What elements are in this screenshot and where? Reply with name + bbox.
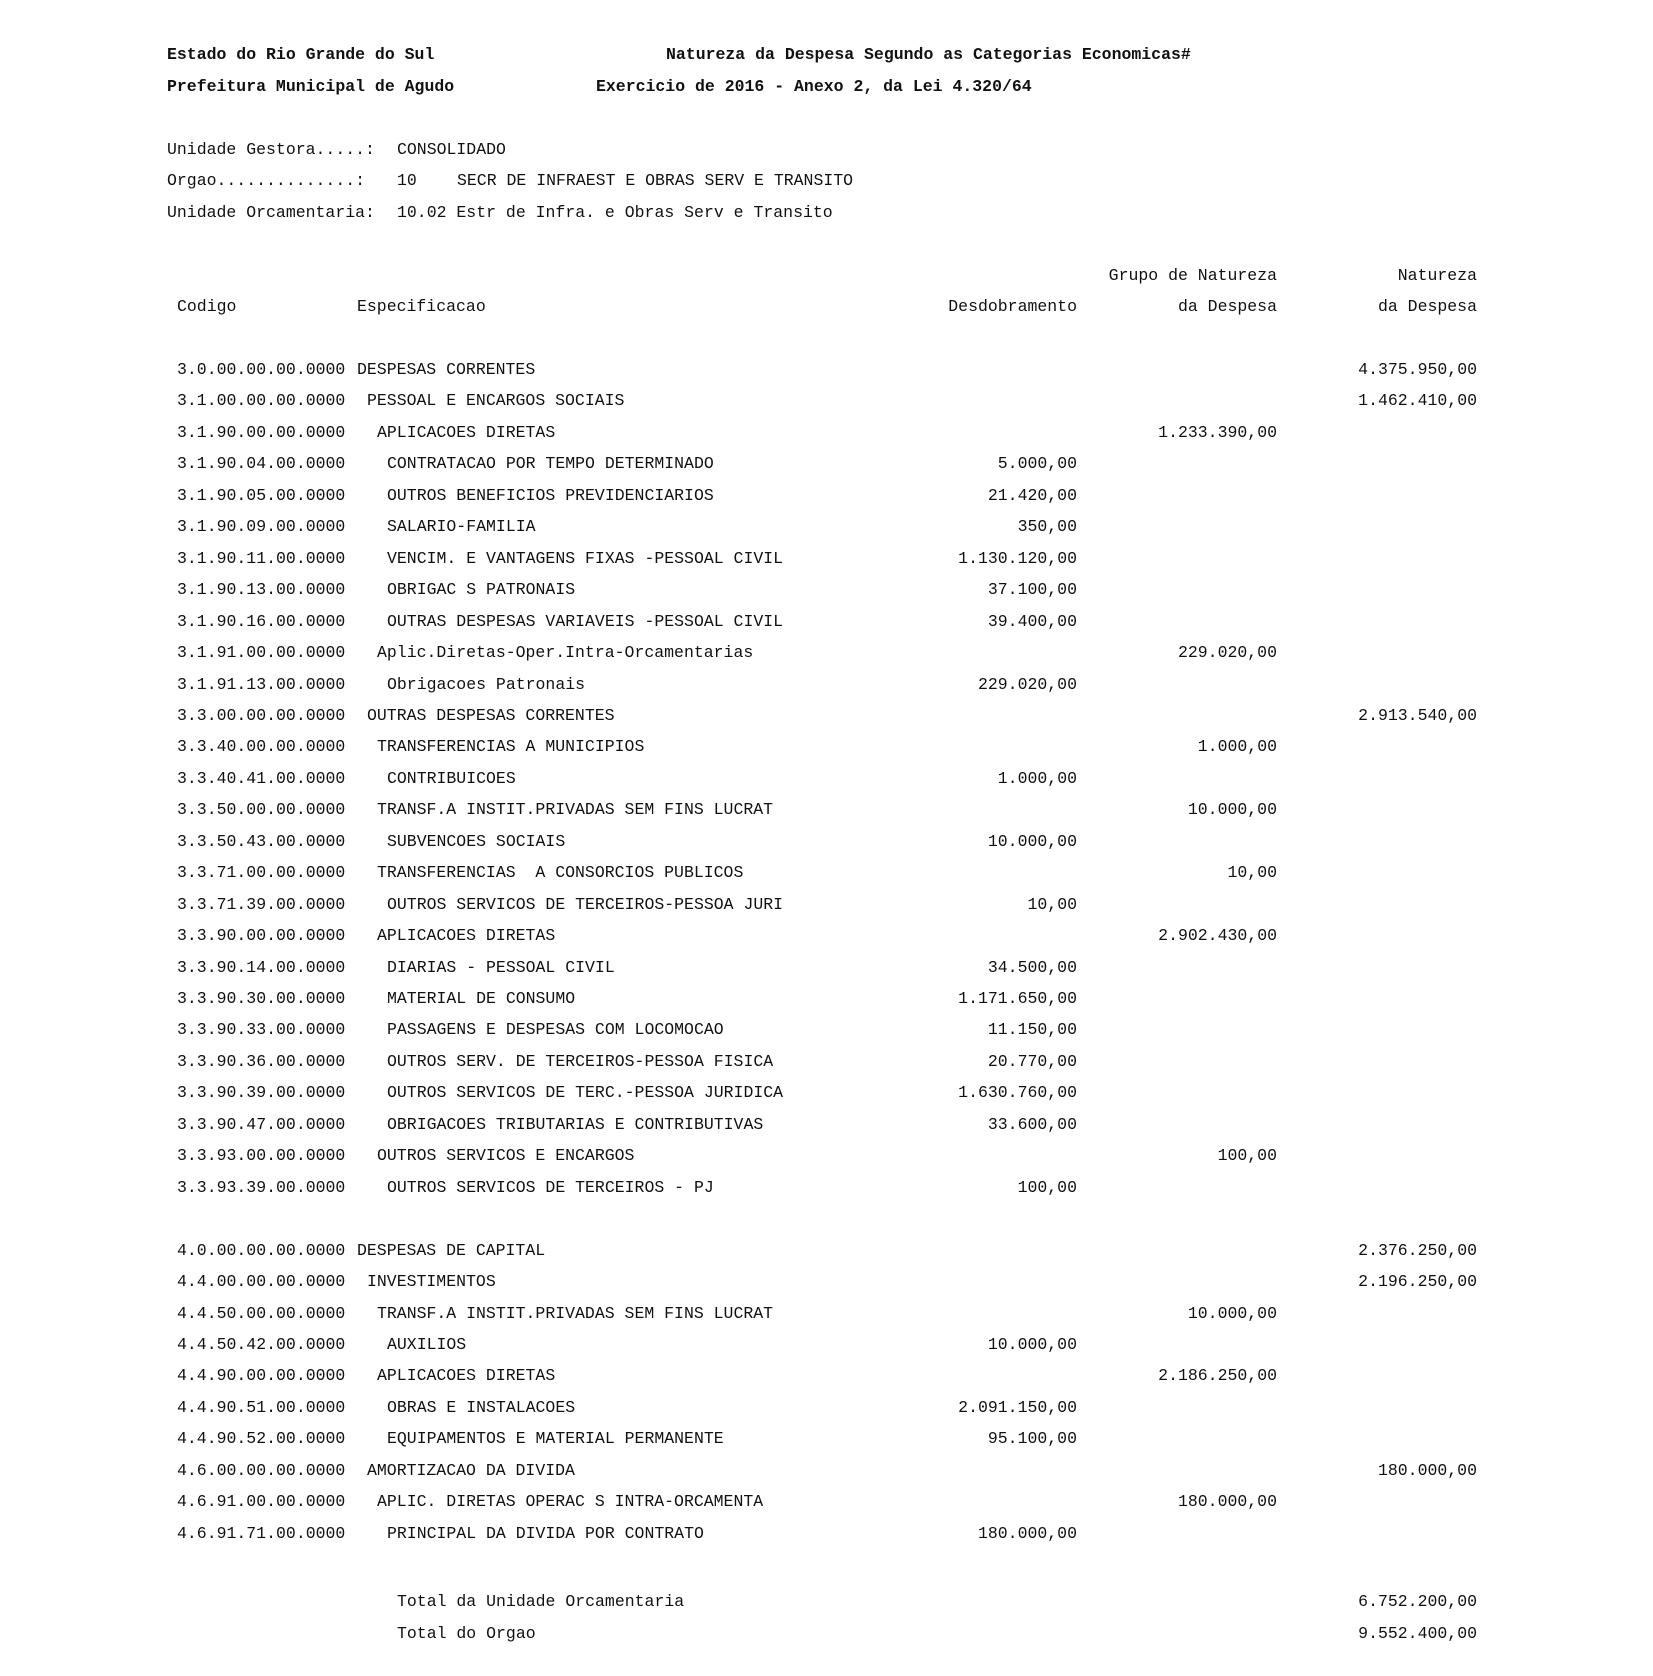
orgao-name: SECR DE INFRAEST E OBRAS SERV E TRANSITO [457, 171, 854, 190]
row-especificacao: APLICACOES DIRETAS [377, 1366, 556, 1386]
row-code: 3.3.00.00.00.0000 [177, 705, 346, 725]
table-row [0, 391, 1653, 411]
col-natureza-line1: Natureza [1397, 266, 1477, 285]
row-code: 4.4.00.00.00.0000 [177, 1272, 346, 1292]
row-desdobramento: 350,00 [1017, 517, 1077, 537]
row-code: 3.3.40.41.00.0000 [177, 768, 346, 788]
row-especificacao: EQUIPAMENTOS E MATERIAL PERMANENTE [387, 1429, 724, 1449]
row-code: 4.6.91.71.00.0000 [177, 1523, 346, 1543]
row-especificacao: OUTROS BENEFICIOS PREVIDENCIARIOS [387, 485, 714, 505]
row-code: 4.6.91.00.00.0000 [177, 1492, 346, 1512]
row-code: 3.3.90.30.00.0000 [177, 989, 346, 1008]
row-code: 3.1.00.00.00.0000 [177, 391, 346, 411]
row-natureza: 2.196.250,00 [1358, 1272, 1477, 1292]
table-row [0, 1398, 1653, 1418]
table-row [0, 1304, 1653, 1324]
row-especificacao: INVESTIMENTOS [367, 1272, 496, 1292]
row-especificacao: SALARIO-FAMILIA [387, 517, 536, 537]
report-subtitle: Exercicio de 2016 - Anexo 2, da Lei 4.320/64 [596, 77, 1032, 96]
state-name: Estado do Rio Grande do Sul [167, 45, 435, 64]
row-especificacao: OBRIGAC S PATRONAIS [387, 580, 576, 600]
row-code: 3.3.90.33.00.0000 [177, 1020, 346, 1040]
row-desdobramento: 180.000,00 [977, 1523, 1077, 1543]
table-row [0, 958, 1653, 978]
table-row [0, 1178, 1653, 1198]
row-desdobramento: 34.500,00 [987, 957, 1077, 977]
table-row [0, 549, 1653, 569]
orgao-code: 10 [397, 171, 417, 190]
table-row [0, 1429, 1653, 1449]
row-especificacao: OUTRAS DESPESAS VARIAVEIS -PESSOAL CIVIL [387, 611, 784, 631]
row-grupo: 1.000,00 [1197, 737, 1277, 757]
row-especificacao: Aplic.Diretas-Oper.Intra-Orcamentarias [377, 643, 754, 663]
row-code: 4.4.90.51.00.0000 [177, 1397, 346, 1417]
row-code: 3.3.71.39.00.0000 [177, 894, 346, 914]
row-desdobramento: 2.091.150,00 [958, 1397, 1077, 1417]
row-code: 3.1.90.16.00.0000 [177, 611, 346, 631]
col-grupo-line2: da Despesa [1177, 297, 1277, 316]
row-especificacao: OBRAS E INSTALACOES [387, 1397, 576, 1417]
table-row [0, 1146, 1653, 1166]
table-row [0, 423, 1653, 443]
col-especificacao: Especificacao [357, 297, 486, 316]
row-natureza: 2.376.250,00 [1358, 1240, 1477, 1260]
row-grupo: 100,00 [1217, 1146, 1277, 1166]
row-code: 3.1.90.13.00.0000 [177, 580, 346, 600]
row-desdobramento: 10.000,00 [987, 831, 1077, 851]
row-code: 3.1.90.11.00.0000 [177, 548, 346, 568]
col-desdobramento: Desdobramento [948, 297, 1077, 316]
row-especificacao: MATERIAL DE CONSUMO [387, 989, 576, 1008]
row-code: 3.1.90.05.00.0000 [177, 485, 346, 505]
table-row [0, 1366, 1653, 1386]
unidade-orcamentaria-label: Unidade Orcamentaria: [167, 203, 375, 222]
table-row [0, 800, 1653, 820]
row-code: 3.3.90.36.00.0000 [177, 1051, 346, 1071]
row-code: 4.4.90.00.00.0000 [177, 1366, 346, 1386]
row-natureza: 1.462.410,00 [1358, 391, 1477, 411]
row-especificacao: VENCIM. E VANTAGENS FIXAS -PESSOAL CIVIL [387, 548, 784, 568]
row-desdobramento: 95.100,00 [987, 1429, 1077, 1449]
orgao-label: Orgao..............: [167, 171, 366, 190]
row-grupo: 10,00 [1227, 863, 1277, 883]
row-desdobramento: 5.000,00 [997, 454, 1077, 474]
row-grupo: 2.186.250,00 [1158, 1366, 1277, 1386]
row-desdobramento: 100,00 [1017, 1177, 1077, 1197]
row-desdobramento: 1.000,00 [997, 768, 1077, 788]
row-especificacao: OUTROS SERVICOS DE TERC.-PESSOA JURIDICA [387, 1083, 784, 1103]
row-code: 3.3.93.00.00.0000 [177, 1146, 346, 1166]
table-row [0, 1524, 1653, 1544]
table-row [0, 706, 1653, 726]
table-row [0, 454, 1653, 474]
table-row [0, 1241, 1653, 1261]
table-row [0, 612, 1653, 632]
total-orgao-label: Total do Orgao [397, 1624, 536, 1643]
table-row [0, 1052, 1653, 1072]
table-row [0, 1335, 1653, 1355]
row-especificacao: TRANSFERENCIAS A CONSORCIOS PUBLICOS [377, 863, 744, 883]
table-row [0, 863, 1653, 883]
row-especificacao: TRANSF.A INSTIT.PRIVADAS SEM FINS LUCRAT [377, 800, 774, 820]
table-row [0, 1115, 1653, 1135]
row-natureza: 4.375.950,00 [1358, 360, 1477, 379]
table-row [0, 895, 1653, 915]
row-grupo: 180.000,00 [1177, 1492, 1277, 1512]
row-grupo: 2.902.430,00 [1158, 926, 1277, 946]
row-especificacao: Obrigacoes Patronais [387, 674, 586, 694]
row-especificacao: CONTRATACAO POR TEMPO DETERMINADO [387, 454, 714, 474]
row-code: 3.1.91.13.00.0000 [177, 674, 346, 694]
row-especificacao: PRINCIPAL DA DIVIDA POR CONTRATO [387, 1523, 704, 1543]
total-unidade-value: 6.752.200,00 [1358, 1592, 1477, 1611]
row-grupo: 10.000,00 [1187, 800, 1277, 820]
row-especificacao: OBRIGACOES TRIBUTARIAS E CONTRIBUTIVAS [387, 1114, 764, 1134]
row-desdobramento: 10.000,00 [987, 1334, 1077, 1354]
table-row [0, 1083, 1653, 1103]
row-code: 3.3.40.00.00.0000 [177, 737, 346, 757]
row-desdobramento: 39.400,00 [987, 611, 1077, 631]
row-code: 4.0.00.00.00.0000 [177, 1240, 346, 1260]
municipality-name: Prefeitura Municipal de Agudo [167, 77, 455, 96]
table-row [0, 1492, 1653, 1512]
row-especificacao: DESPESAS CORRENTES [357, 360, 536, 379]
row-desdobramento: 1.171.650,00 [958, 989, 1077, 1008]
total-unidade-label: Total da Unidade Orcamentaria [397, 1592, 685, 1611]
col-codigo: Codigo [177, 297, 237, 316]
row-code: 3.3.90.14.00.0000 [177, 957, 346, 977]
row-especificacao: SUBVENCOES SOCIAIS [387, 831, 566, 851]
col-natureza-line2: da Despesa [1377, 297, 1477, 316]
unidade-orcamentaria-value: 10.02 Estr de Infra. e Obras Serv e Transito [397, 203, 833, 222]
row-grupo: 229.020,00 [1177, 643, 1277, 663]
table-row [0, 769, 1653, 789]
row-natureza: 180.000,00 [1377, 1460, 1477, 1480]
row-code: 3.1.90.00.00.0000 [177, 422, 346, 442]
row-desdobramento: 20.770,00 [987, 1051, 1077, 1071]
unidade-gestora-value: CONSOLIDADO [397, 140, 506, 159]
row-especificacao: OUTROS SERV. DE TERCEIROS-PESSOA FISICA [387, 1051, 774, 1071]
row-especificacao: APLICACOES DIRETAS [377, 926, 556, 946]
row-especificacao: OUTROS SERVICOS E ENCARGOS [377, 1146, 635, 1166]
row-desdobramento: 229.020,00 [977, 674, 1077, 694]
row-desdobramento: 21.420,00 [987, 485, 1077, 505]
row-code: 3.3.93.39.00.0000 [177, 1177, 346, 1197]
row-especificacao: OUTRAS DESPESAS CORRENTES [367, 705, 615, 725]
row-especificacao: TRANSF.A INSTIT.PRIVADAS SEM FINS LUCRAT [377, 1303, 774, 1323]
row-especificacao: CONTRIBUICOES [387, 768, 516, 788]
row-especificacao: OUTROS SERVICOS DE TERCEIROS-PESSOA JURI [387, 894, 784, 914]
row-especificacao: DESPESAS DE CAPITAL [357, 1240, 546, 1260]
row-desdobramento: 37.100,00 [987, 580, 1077, 600]
row-code: 3.1.91.00.00.0000 [177, 643, 346, 663]
table-row [0, 643, 1653, 663]
table-row [0, 832, 1653, 852]
table-row [0, 580, 1653, 600]
row-especificacao: APLIC. DIRETAS OPERAC S INTRA-ORCAMENTA [377, 1492, 764, 1512]
col-grupo-line1: Grupo de Natureza [1108, 266, 1277, 285]
report-title: Natureza da Despesa Segundo as Categorias Economicas# [666, 45, 1191, 64]
table-row [0, 486, 1653, 506]
row-especificacao: DIARIAS - PESSOAL CIVIL [387, 957, 615, 977]
table-row [0, 675, 1653, 695]
row-desdobramento: 11.150,00 [987, 1020, 1077, 1040]
row-desdobramento: 10,00 [1027, 894, 1077, 914]
table-row [0, 926, 1653, 946]
row-code: 4.4.50.42.00.0000 [177, 1334, 346, 1354]
total-orgao-value: 9.552.400,00 [1358, 1624, 1477, 1643]
table-row [0, 360, 1653, 380]
row-code: 4.6.00.00.00.0000 [177, 1460, 346, 1480]
row-code: 3.0.00.00.00.0000 [177, 360, 346, 379]
table-row [0, 1272, 1653, 1292]
row-code: 3.3.90.00.00.0000 [177, 926, 346, 946]
row-grupo: 1.233.390,00 [1158, 422, 1277, 442]
row-natureza: 2.913.540,00 [1358, 705, 1477, 725]
table-row [0, 737, 1653, 757]
row-especificacao: OUTROS SERVICOS DE TERCEIROS - PJ [387, 1177, 714, 1197]
row-especificacao: APLICACOES DIRETAS [377, 422, 556, 442]
row-grupo: 10.000,00 [1187, 1303, 1277, 1323]
row-especificacao: AUXILIOS [387, 1334, 467, 1354]
table-row [0, 517, 1653, 537]
row-especificacao: AMORTIZACAO DA DIVIDA [367, 1460, 575, 1480]
row-desdobramento: 33.600,00 [987, 1114, 1077, 1134]
row-code: 3.3.50.43.00.0000 [177, 831, 346, 851]
row-code: 3.1.90.04.00.0000 [177, 454, 346, 474]
table-row [0, 1461, 1653, 1481]
table-row [0, 1020, 1653, 1040]
row-desdobramento: 1.630.760,00 [958, 1083, 1077, 1103]
row-code: 3.3.90.39.00.0000 [177, 1083, 346, 1103]
row-code: 3.3.50.00.00.0000 [177, 800, 346, 820]
unidade-gestora-label: Unidade Gestora.....: [167, 140, 375, 159]
row-code: 3.3.90.47.00.0000 [177, 1114, 346, 1134]
row-code: 3.1.90.09.00.0000 [177, 517, 346, 537]
row-especificacao: TRANSFERENCIAS A MUNICIPIOS [377, 737, 645, 757]
row-code: 4.4.90.52.00.0000 [177, 1429, 346, 1449]
row-code: 4.4.50.00.00.0000 [177, 1303, 346, 1323]
row-especificacao: PESSOAL E ENCARGOS SOCIAIS [367, 391, 625, 411]
table-row [0, 989, 1653, 1009]
row-code: 3.3.71.00.00.0000 [177, 863, 346, 883]
row-desdobramento: 1.130.120,00 [958, 548, 1077, 568]
row-especificacao: PASSAGENS E DESPESAS COM LOCOMOCAO [387, 1020, 724, 1040]
